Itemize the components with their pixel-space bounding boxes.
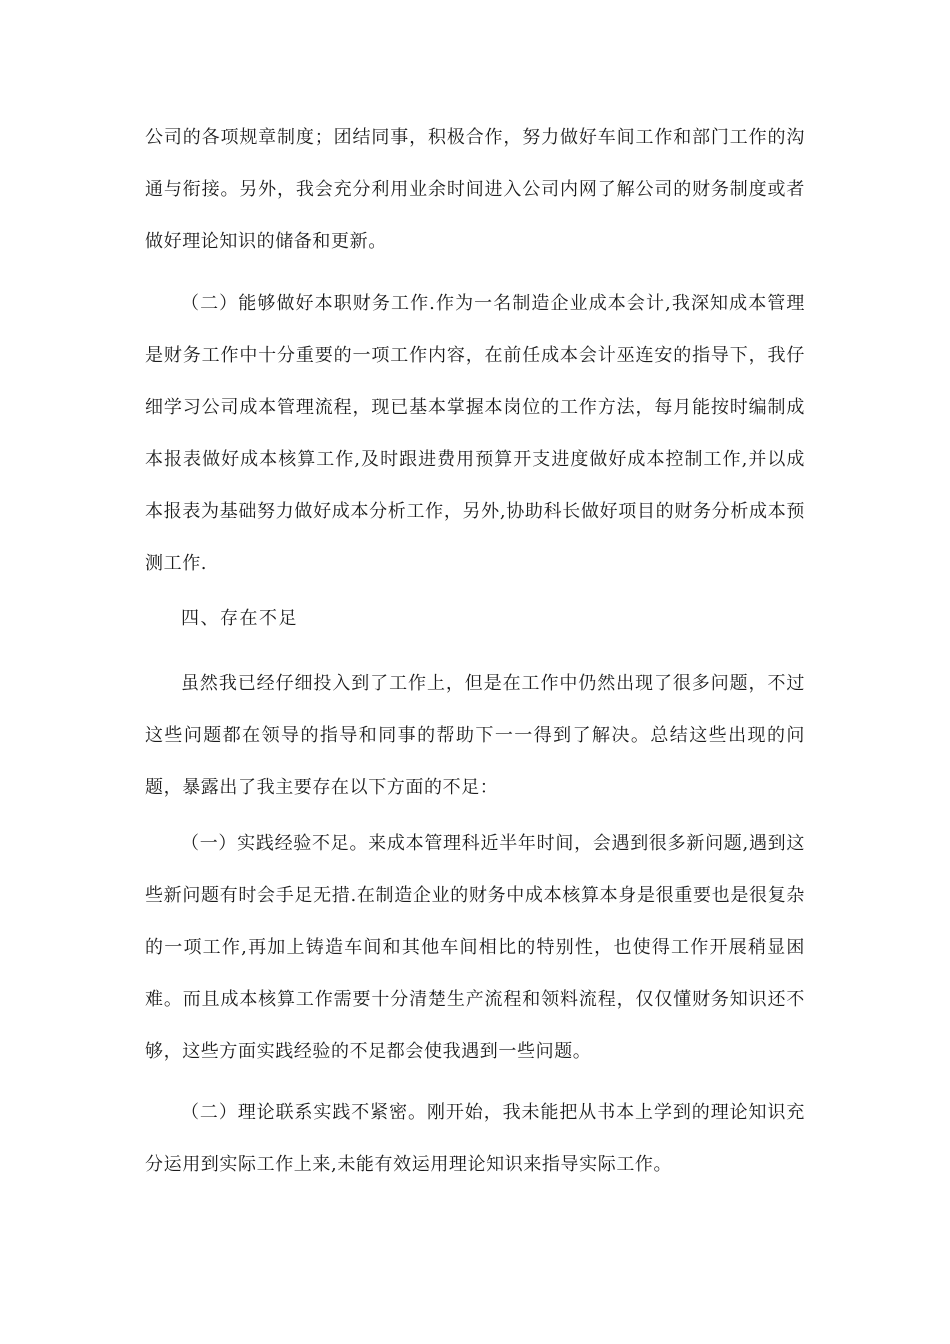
paragraph-2: （二）能够做好本职财务工作.作为一名制造企业成本会计,我深知成本管理是财务工作中十分重要的一项工作内容，在前任成本会计巫连安的指导下，我仔细学习公司成本管理流程，现已基本掌握本岗位的工作方法，每月能按时编制成本报表做好成本核算工作,及时跟进费用预算开支进度做好成本控制工作,并以成本报表为基础努力做好成本分析工作，另外,协助科长做好项目的财务分析成本预测工作. — [145, 293, 805, 574]
paragraph-3: 虽然我已经仔细投入到了工作上，但是在工作中仍然出现了很多问题，不过这些问题都在领导的指导和同事的帮助下一一得到了解决。总结这些出现的问题，暴露出了我主要存在以下方面的不足： — [145, 673, 805, 798]
paragraph-1: 公司的各项规章制度；团结同事，积极合作，努力做好车间工作和部门工作的沟通与衔接。另外，我会充分利用业余时间进入公司内网了解公司的财务制度或者做好理论知识的储备和更新。 — [145, 127, 805, 252]
section-heading: 四、存在不足 — [181, 608, 298, 629]
paragraph-4: （一）实践经验不足。来成本管理科近半年时间，会遇到很多新问题,遇到这些新问题有时会手足无措.在制造企业的财务中成本核算本身是很重要也是很复杂的一项工作,再加上铸造车间和其他车间相比的特别性，也使得工作开展稍显困难。而且成本核算工作需要十分清楚生产流程和领料流程，仅仅懂财务知识还不够，这些方面实践经验的不足都会使我遇到一些问题。 — [145, 833, 805, 1062]
paragraph-5: （二）理论联系实践不紧密。刚开始，我未能把从书本上学到的理论知识充分运用到实际工作上来,未能有效运用理论知识来指导实际工作。 — [145, 1102, 805, 1175]
